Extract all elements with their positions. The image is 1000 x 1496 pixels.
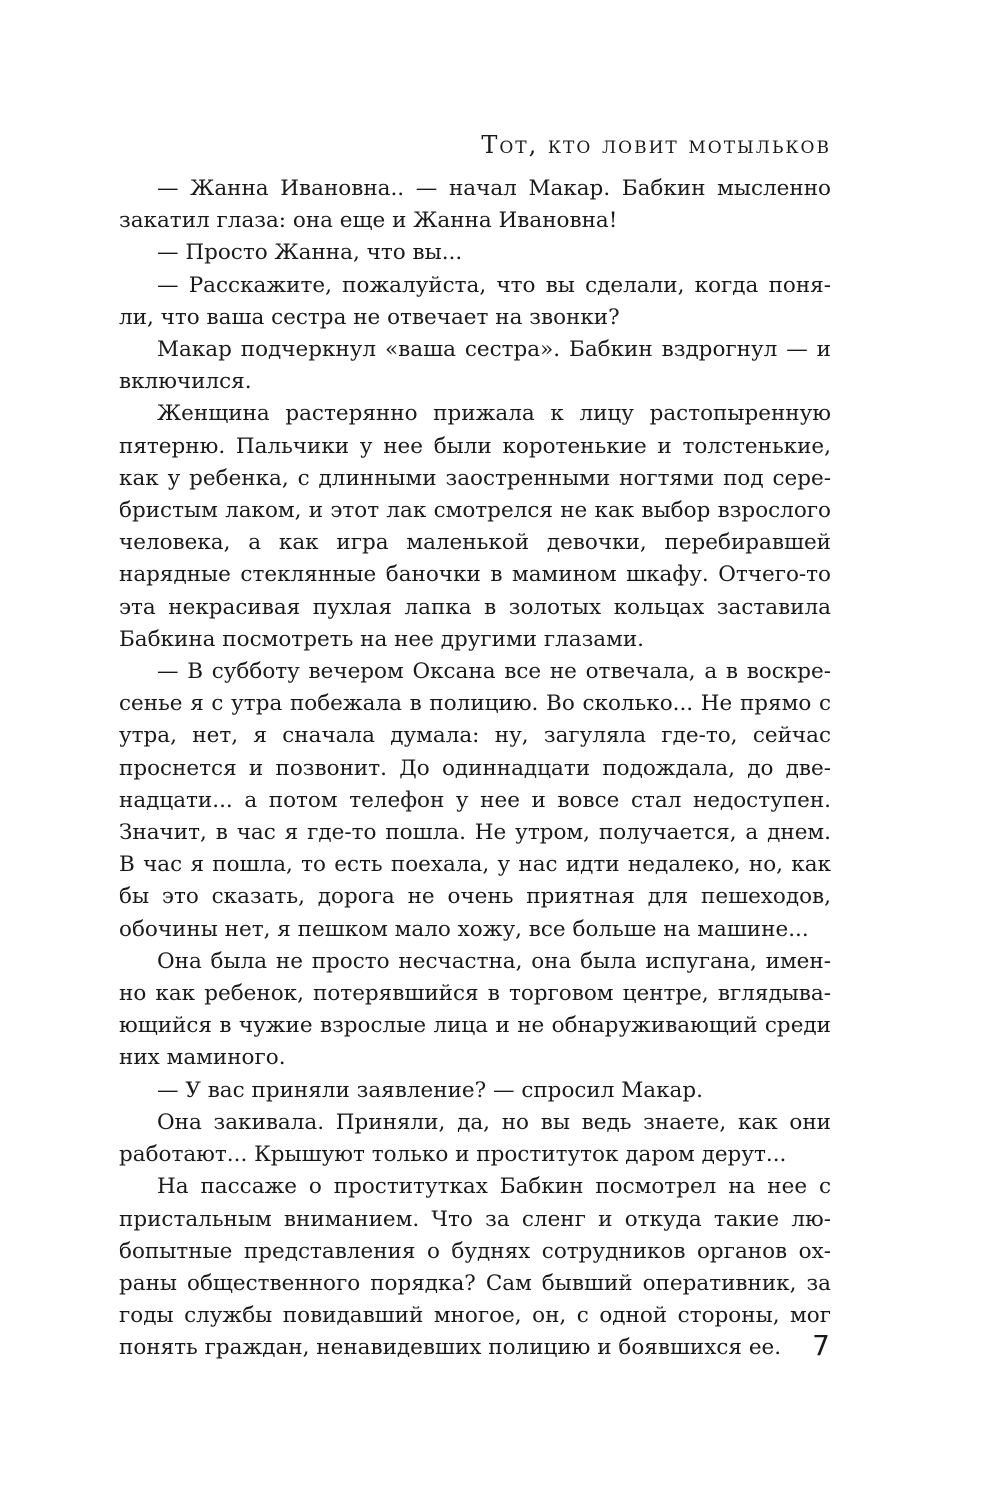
paragraph: Женщина растерянно прижала к лицу растопыренную пятерню. Пальчики у нее были коротенькие и толстенькие, как у ребенка, с длинными заостренными ногтями под серебристым лаком, и этот лак смотрелся не как выбор взрослого человека, а как игра маленькой девочки, перебиравшей нарядные стеклянные баночки в мамином шкафу. Отчего-то эта некрасивая пухлая лапка в золотых кольцах заставила Бабкина посмотреть на нее другими глазами. (119, 401, 831, 652)
paragraph: — Жанна Ивановна.. — начал Макар. Бабкин мысленно закатил глаза: она еще и Жанна Ивановна! (119, 176, 831, 234)
paragraph: Она была не просто несчастна, она была испугана, именно как ребенок, потерявшийся в торговом центре, вглядывающийся в чужие взрослые лица и не обнаруживающий среди них маминого. (119, 948, 831, 1071)
running-head: Тот, кто ловит мотыльков (481, 131, 831, 159)
paragraph: — У вас приняли заявление? — спросил Макар. (157, 1077, 703, 1103)
paragraph: На пассаже о проститутках Бабкин посмотрел на нее с пристальным вниманием. Что за сленг и откуда такие любопытные представления о буднях сотрудников органов охраны общественного порядка? Сам бывший оперативник, за годы службы повидавший многое, он, с одной стороны, мог понять граждан, ненавидевших полицию и боявшихся ее. (119, 1174, 831, 1361)
body-text (119, 173, 831, 1365)
paragraph: Макар подчеркнул «ваша сестра». Бабкин вздрогнул — и включился. (119, 337, 831, 395)
paragraph: Она закивала. Приняли, да, но вы ведь знаете, как они работают... Крышуют только и проституток даром дерут... (119, 1109, 831, 1168)
paragraph: — Расскажите, пожалуйста, что вы сделали, когда поняли, что ваша сестра не отвечает на звонки? (119, 272, 831, 330)
paragraph: — В субботу вечером Оксана все не отвечала, а в воскресенье я с утра побежала в полицию. Во сколько... Не прямо с утра, нет, я сначала думала: ну, загуляла где-то, сейчас проснется и позвонит. До одиннадцати подождала, до двенадцати... а потом телефон у нее и вовсе стал недоступен. Значит, в час я где-то пошла. Не утром, получается, а днем. В час я пошла, то есть поехала, у нас идти недалеко, но, как бы это сказать, дорога не очень приятная для пешеходов, обочины нет, я пешком мало хожу, все больше на машине... (119, 659, 831, 942)
page-number: 7 (812, 1329, 830, 1362)
book-page (119, 125, 831, 1365)
paragraph: — Просто Жанна, что вы... (157, 240, 463, 266)
